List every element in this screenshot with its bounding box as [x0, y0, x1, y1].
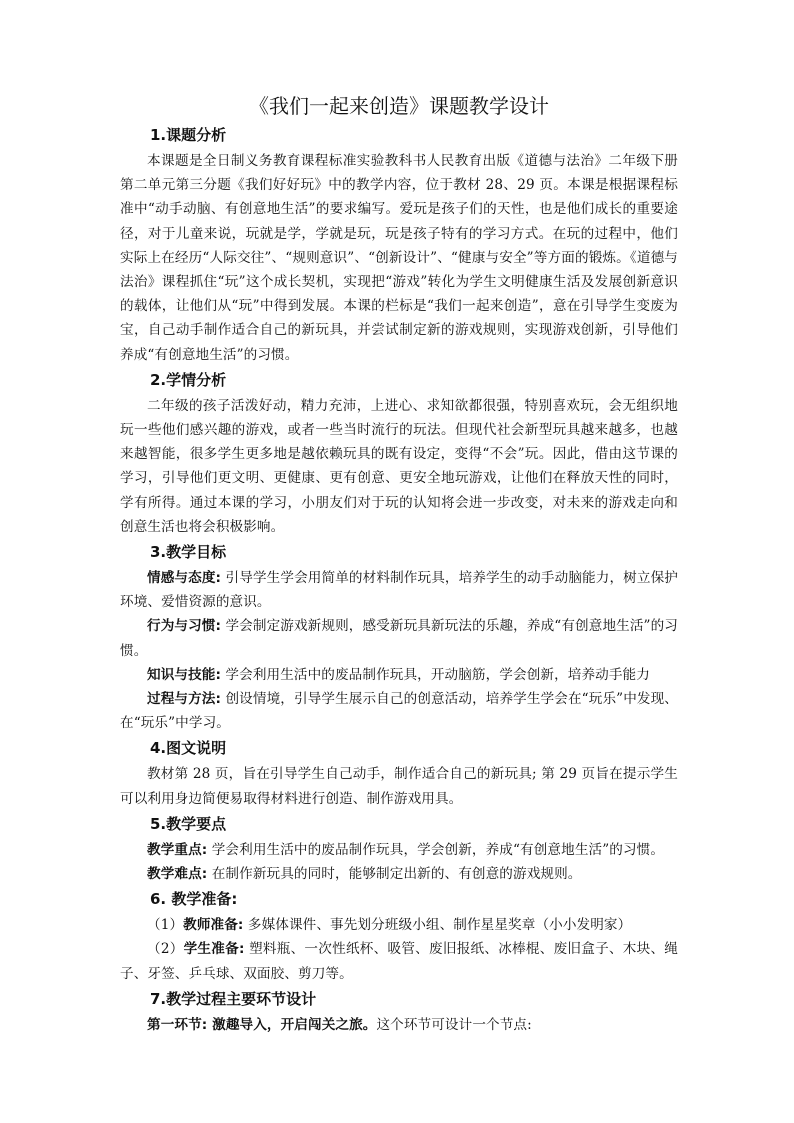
- goal-text: 创设情境，引导学生展示自己的创意活动，培养学生学会在“玩乐”中发现、在“玩乐”中学习。: [120, 691, 678, 732]
- goal-behavior-habit: [120, 614, 678, 662]
- goal-label: 过程与方法:: [147, 691, 222, 708]
- goal-text: 引导学生学会用简单的材料制作玩具，培养学生的动手动脑能力，树立保护环境、爱惜资源的意识。: [120, 570, 678, 611]
- goal-label: 行为与习惯:: [147, 618, 222, 635]
- goal-knowledge-skill: [120, 663, 678, 687]
- goal-label: 情感与态度:: [147, 570, 222, 587]
- key-point-text: 学会利用生活中的废品制作玩具，学会创新，养成“有创意地生活”的习惯。: [207, 841, 665, 858]
- goal-emotion-attitude: [120, 566, 678, 614]
- section-heading-preparation: 6. 教学准备:: [150, 890, 238, 909]
- preparation-teacher: [120, 913, 678, 937]
- section-heading-key-points: 5.教学要点: [150, 814, 227, 833]
- list-prefix: （2）: [147, 941, 184, 958]
- document-body: [120, 92, 678, 1037]
- document-title: 《我们一起来创造》课题教学设计: [249, 94, 549, 118]
- key-point-text: 在制作新玩具的同时，能够制定出新的、有创意的游戏规则。: [207, 866, 582, 883]
- figure-notes-paragraph: 教材第 28 页，旨在引导学生自己动手，制作适合自己的新玩具; 第 29 页旨在提示学生可以利用身边简便易取得材料进行创造、制作游戏用具。: [120, 766, 678, 807]
- goal-text: 学会制定游戏新规则，感受新玩具新玩法的乐趣，养成“有创意地生活”的习惯。: [120, 618, 678, 659]
- learner-analysis-paragraph: 二年级的孩子活泼好动，精力充沛，上进心、求知欲都很强，特别喜欢玩，会无组织地玩一些他们感兴趣的游戏，或者一些当时流行的玩法。但现代社会新型玩具越来越多，也越来越智能，很多学生更多地是越依赖玩具的既有设定，变得“不会”玩。因此，借由这节课的学习，引导他们更文明、更健康、更有创意、更安全地玩游戏，让他们在释放天性的同时，学有所得。通过本课的学习，小朋友们对于玩的认知将会进一步改变，对未来的游戏走向和创意生活也将会积极影响。: [120, 397, 678, 535]
- process-step-one: [120, 1013, 678, 1037]
- preparation-label: 教师准备:: [183, 917, 244, 934]
- section-heading-process-design: 7.教学过程主要环节设计: [150, 989, 317, 1008]
- preparation-text: 塑料瓶、一次性纸杯、吸管、废旧报纸、冰棒棍、废旧盒子、木块、绳子、牙签、乒乓球、双面胶、剪刀等。: [120, 941, 679, 982]
- section-heading-topic-analysis: 1.课题分析: [150, 126, 227, 144]
- goal-label: 知识与技能:: [147, 666, 222, 683]
- goal-text: 学会利用生活中的废品制作玩具，开动脑筋，学会创新，培养动手能力: [221, 666, 650, 683]
- process-step-text: 这个环节可设计一个节点:: [376, 1016, 532, 1033]
- goal-process-method: [120, 687, 678, 735]
- preparation-text: 多媒体课件、事先划分班级小组、制作星星奖章（小小发明家）: [243, 917, 632, 934]
- list-prefix: （1）: [147, 917, 184, 934]
- topic-analysis-paragraph: 本课题是全日制义务教育课程标准实验教科书人民教育出版《道德与法治》二年级下册第二单元第三分题《我们好好玩》中的教学内容，位于教材 28、29 页。本课是根据课程标准中“动手动脑、有创意地生活”的要求编写。爱玩是孩子们的天性，也是他们成长的重要途径，对于儿童来说，玩就是学，学就是玩，玩是孩子特有的学习方式。在玩的过程中，他们实际上在经历“人际交往”、“规则意识”、“创新设计”、“健康与安全”等方面的锻炼。《道德与法治》课程抓住“玩”这个成长契机，实现把“游戏”转化为学生文明健康生活及发展创新意识的载体，让他们从“玩”中得到发展。本课的栏标是“我们一起来创造”，意在引导学生变废为宝，自己动手制作适合自己的新玩具，并尝试制定新的游戏规则，实现游戏创新，引导他们养成“有创意地生活”的习惯。: [120, 153, 678, 363]
- preparation-label: 学生准备:: [183, 941, 245, 958]
- section-heading-figure-notes: 4.图文说明: [150, 739, 227, 758]
- preparation-student: [120, 937, 678, 985]
- key-point-label: 教学难点:: [147, 866, 208, 883]
- section-heading-teaching-goals: 3.教学目标: [150, 543, 227, 562]
- process-step-label: 第一环节: 激趣导入，开启闯关之旅。: [147, 1016, 377, 1033]
- key-point-difficulty: [120, 862, 678, 886]
- key-point-label: 教学重点:: [147, 841, 208, 858]
- section-heading-learner-analysis: 2.学情分析: [150, 370, 227, 389]
- key-point-focus: [120, 838, 678, 862]
